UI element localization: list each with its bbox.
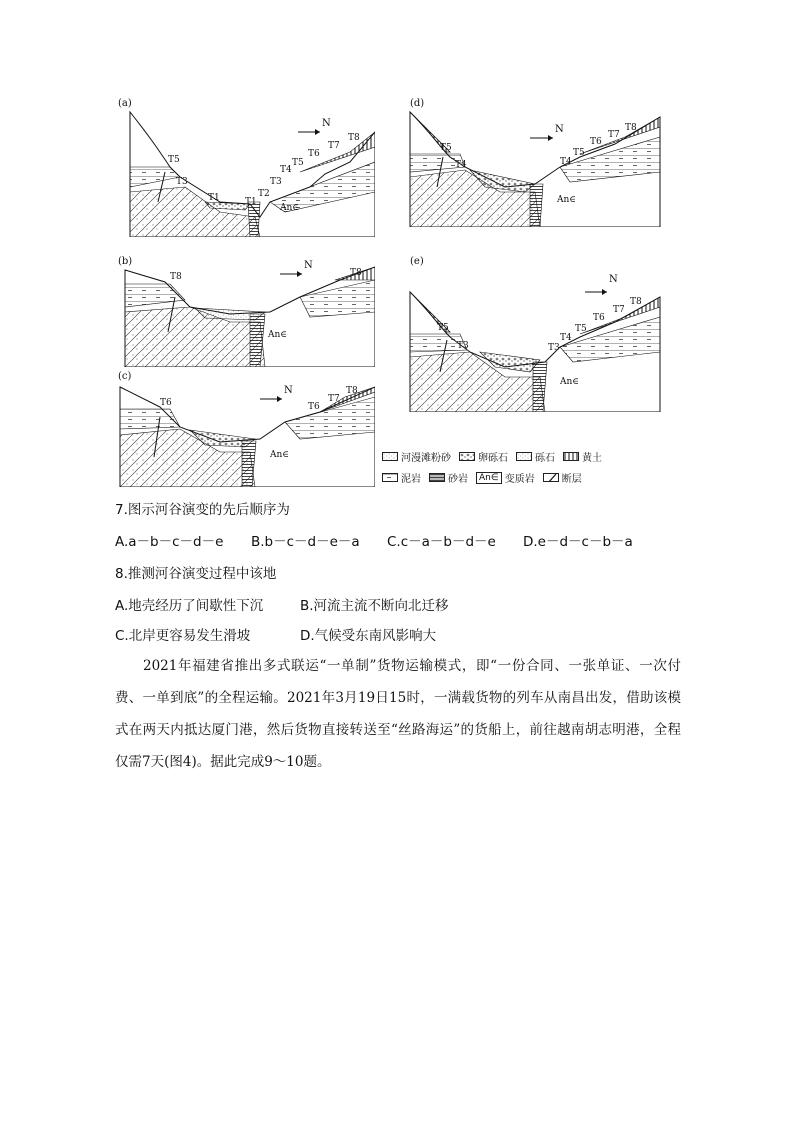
svg-text:T4: T4: [280, 165, 292, 175]
cobble-swatch-icon: [459, 452, 475, 461]
svg-text:T6: T6: [593, 313, 605, 323]
svg-text:T5: T5: [573, 148, 585, 158]
svg-text:T5: T5: [292, 158, 304, 168]
legend-item: 卵砾石: [459, 449, 508, 464]
legend-item: 黄土: [563, 449, 602, 464]
figure-legend: [382, 449, 682, 491]
svg-text:T7: T7: [328, 141, 340, 151]
legend-item: 河漫滩粉砂: [382, 449, 451, 464]
svg-text:An∈: An∈: [268, 330, 287, 340]
svg-text:T6: T6: [160, 398, 172, 408]
figure-valley-evolution: [110, 92, 680, 487]
svg-text:T2: T2: [258, 189, 270, 199]
svg-text:N: N: [555, 124, 564, 135]
panel-label: (e): [410, 256, 424, 267]
svg-text:An∈: An∈: [557, 195, 576, 205]
svg-text:T5: T5: [575, 324, 587, 334]
svg-text:T6: T6: [308, 402, 320, 412]
legend-item: 砂岩: [429, 470, 468, 485]
question-8-options-row2: [115, 624, 436, 644]
svg-text:T7: T7: [608, 130, 620, 140]
svg-text:An∈: An∈: [560, 377, 579, 387]
panel-b: [110, 252, 375, 367]
silt-swatch-icon: [382, 452, 398, 461]
question-7-options: [115, 530, 633, 550]
svg-text:T3: T3: [457, 341, 469, 351]
panel-d: [405, 92, 670, 227]
mudstone-swatch-icon: [382, 473, 398, 482]
option-a[interactable]: A.地壳经历了间歇性下沉: [115, 598, 264, 614]
metamorphic-swatch-icon: An∈: [476, 472, 502, 484]
svg-text:T4: T4: [455, 160, 467, 170]
option-c[interactable]: C.北岸更容易发生滑坡: [115, 628, 251, 644]
sandstone-swatch-icon: [429, 473, 445, 482]
question-7-stem: 7.图示河谷演变的先后顺序为: [115, 502, 290, 518]
panel-label: (a): [118, 98, 132, 109]
panel-label: (c): [118, 371, 132, 382]
svg-text:T7: T7: [328, 394, 340, 404]
panel-label: (d): [410, 98, 425, 109]
svg-text:T3: T3: [270, 177, 282, 187]
svg-text:N: N: [609, 274, 618, 285]
svg-text:T8: T8: [350, 268, 362, 278]
question-8-options-row1: [115, 594, 449, 614]
svg-text:T1: T1: [245, 197, 257, 207]
svg-text:T3: T3: [176, 177, 188, 187]
gravel-swatch-icon: [516, 452, 532, 461]
svg-text:T4: T4: [560, 333, 572, 343]
svg-text:T8: T8: [170, 272, 182, 282]
svg-text:An∈: An∈: [270, 450, 289, 460]
option-b[interactable]: B.b－c－d－e－a: [251, 534, 360, 550]
legend-item: 断层: [543, 470, 582, 485]
svg-text:T5: T5: [440, 143, 452, 153]
passage-text: 2021年福建省推出多式联运“一单制”货物运输模式，即“一份合同、一张单证、一次付费、一单到底”的全程运输。2021年3月19日15时，一满载货物的列车从南昌出发，借助该模式在两天内抵达厦门港，然后货物直接转送至“丝路海运”的货船上，前往越南胡志明港，全程仅需7天(图4)。据此完成9～10题。: [115, 658, 681, 770]
svg-text:N: N: [304, 260, 313, 271]
option-d[interactable]: D.气候受东南风影响大: [300, 628, 437, 644]
svg-text:N: N: [322, 118, 331, 129]
svg-text:An∈: An∈: [280, 203, 299, 213]
question-8-stem: 8.推测河谷演变过程中该地: [115, 566, 277, 582]
svg-text:T1: T1: [208, 193, 220, 203]
svg-text:T3: T3: [548, 343, 560, 353]
fault-swatch-icon: [543, 473, 559, 482]
panel-label: (b): [118, 256, 133, 267]
option-b[interactable]: B.河流主流不断向北迁移: [300, 598, 449, 614]
svg-text:T8: T8: [625, 123, 637, 133]
svg-text:T8: T8: [630, 297, 642, 307]
svg-text:T8: T8: [346, 386, 358, 396]
option-a[interactable]: A.a－b－c－d－e: [115, 534, 224, 550]
legend-item: 泥岩: [382, 470, 421, 485]
option-c[interactable]: C.c－a－b－d－e: [387, 534, 496, 550]
panel-c: [110, 367, 375, 487]
option-d[interactable]: D.e－d－c－b－a: [523, 534, 633, 550]
svg-text:T5: T5: [168, 155, 180, 165]
svg-text:T7: T7: [613, 305, 625, 315]
svg-text:T6: T6: [590, 137, 602, 147]
svg-text:T4: T4: [560, 157, 572, 167]
svg-text:T5: T5: [437, 323, 449, 333]
legend-item: An∈ 变质岩: [476, 470, 535, 485]
legend-item: 砾石: [516, 449, 555, 464]
loess-swatch-icon: [563, 452, 579, 461]
svg-text:N: N: [284, 385, 293, 396]
svg-text:T6: T6: [308, 149, 320, 159]
panel-a: [110, 92, 375, 237]
panel-e: [405, 252, 670, 412]
svg-text:T8: T8: [348, 133, 360, 143]
